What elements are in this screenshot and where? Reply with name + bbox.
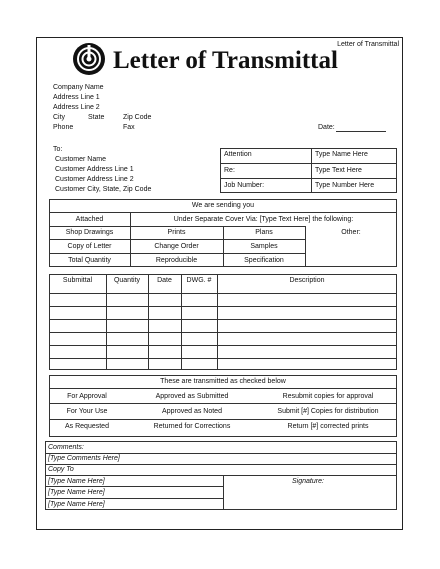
separate-cover-option[interactable]: Under Separate Cover Via: [Type Text Here] the following: xyxy=(173,216,354,223)
shop-drawings-option[interactable]: Shop Drawings xyxy=(65,229,114,236)
customer-address-2: Customer Address Line 2 xyxy=(55,176,134,183)
for-approval-option[interactable]: For Approval xyxy=(67,393,107,400)
signature-label: Signature: xyxy=(292,478,324,485)
col-dwg: DWG. # xyxy=(186,277,212,284)
top-right-title: Letter of Transmittal xyxy=(337,41,399,48)
re-label: Re: xyxy=(224,167,235,174)
comments-label: Comments: xyxy=(48,444,84,451)
copy-of-letter-option[interactable]: Copy of Letter xyxy=(67,243,112,250)
zip-code: Zip Code xyxy=(123,114,152,121)
change-order-option[interactable]: Change Order xyxy=(154,243,199,250)
col-submittal: Submittal xyxy=(62,277,93,284)
approved-as-submitted-option[interactable]: Approved as Submitted xyxy=(155,393,229,400)
comments-field[interactable]: [Type Comments Here] xyxy=(48,455,120,462)
submit-copies-option[interactable]: Submit [#] Copies for distribution xyxy=(277,408,379,415)
date-field[interactable] xyxy=(336,131,386,132)
prints-option[interactable]: Prints xyxy=(167,229,186,236)
sending-header: We are sending you xyxy=(191,202,255,209)
customer-city: Customer City, State, Zip Code xyxy=(55,186,152,193)
col-date: Date xyxy=(157,277,172,284)
attention-field[interactable]: Type Name Here xyxy=(315,151,368,158)
copy-to-name-2[interactable]: [Type Name Here] xyxy=(48,489,105,496)
phone: Phone xyxy=(53,124,74,131)
re-field[interactable]: Type Text Here xyxy=(315,167,362,174)
approved-as-noted-option[interactable]: Approved as Noted xyxy=(162,408,222,415)
items-table xyxy=(49,274,397,370)
job-number-label: Job Number: xyxy=(224,182,265,189)
transmittal-form xyxy=(36,37,403,530)
city: City xyxy=(53,114,66,121)
page-title: Letter of Transmittal xyxy=(113,47,338,74)
address-line-2: Address Line 2 xyxy=(53,104,100,111)
copy-to-name-1[interactable]: [Type Name Here] xyxy=(48,478,105,485)
customer-address-1: Customer Address Line 1 xyxy=(55,166,134,173)
other-option[interactable]: Other: xyxy=(341,229,361,236)
for-your-use-option[interactable]: For Your Use xyxy=(66,408,108,415)
job-number-field[interactable]: Type Number Here xyxy=(315,182,375,189)
total-quantity-option[interactable]: Total Quantity xyxy=(68,257,111,264)
transmitted-header: These are transmitted as checked below xyxy=(160,378,286,385)
reproducible-option[interactable]: Reproducible xyxy=(155,257,198,264)
state: State xyxy=(88,114,105,121)
plans-option[interactable]: Plans xyxy=(255,229,273,236)
specification-option[interactable]: Specification xyxy=(244,257,284,264)
col-description: Description xyxy=(289,277,325,284)
attention-label: Attention xyxy=(224,151,252,158)
company-name: Company Name xyxy=(53,84,104,91)
to-label: To: xyxy=(53,146,63,153)
date-label: Date: xyxy=(318,124,335,131)
customer-name: Customer Name xyxy=(55,156,106,163)
attached-option[interactable]: Attached xyxy=(75,216,104,223)
resubmit-copies-option[interactable]: Resubmit copies for approval xyxy=(282,393,374,400)
samples-option[interactable]: Samples xyxy=(250,243,278,250)
copy-to-name-3[interactable]: [Type Name Here] xyxy=(48,501,105,508)
as-requested-option[interactable]: As Requested xyxy=(65,423,109,430)
col-quantity: Quantity xyxy=(113,277,141,284)
circular-emblem-icon xyxy=(72,42,106,76)
fax: Fax xyxy=(123,124,135,131)
copy-to-label: Copy To xyxy=(48,466,74,473)
address-line-1: Address Line 1 xyxy=(53,94,100,101)
return-corrected-prints-option[interactable]: Return [#] corrected prints xyxy=(287,423,369,430)
returned-for-corrections-option[interactable]: Returned for Corrections xyxy=(153,423,231,430)
